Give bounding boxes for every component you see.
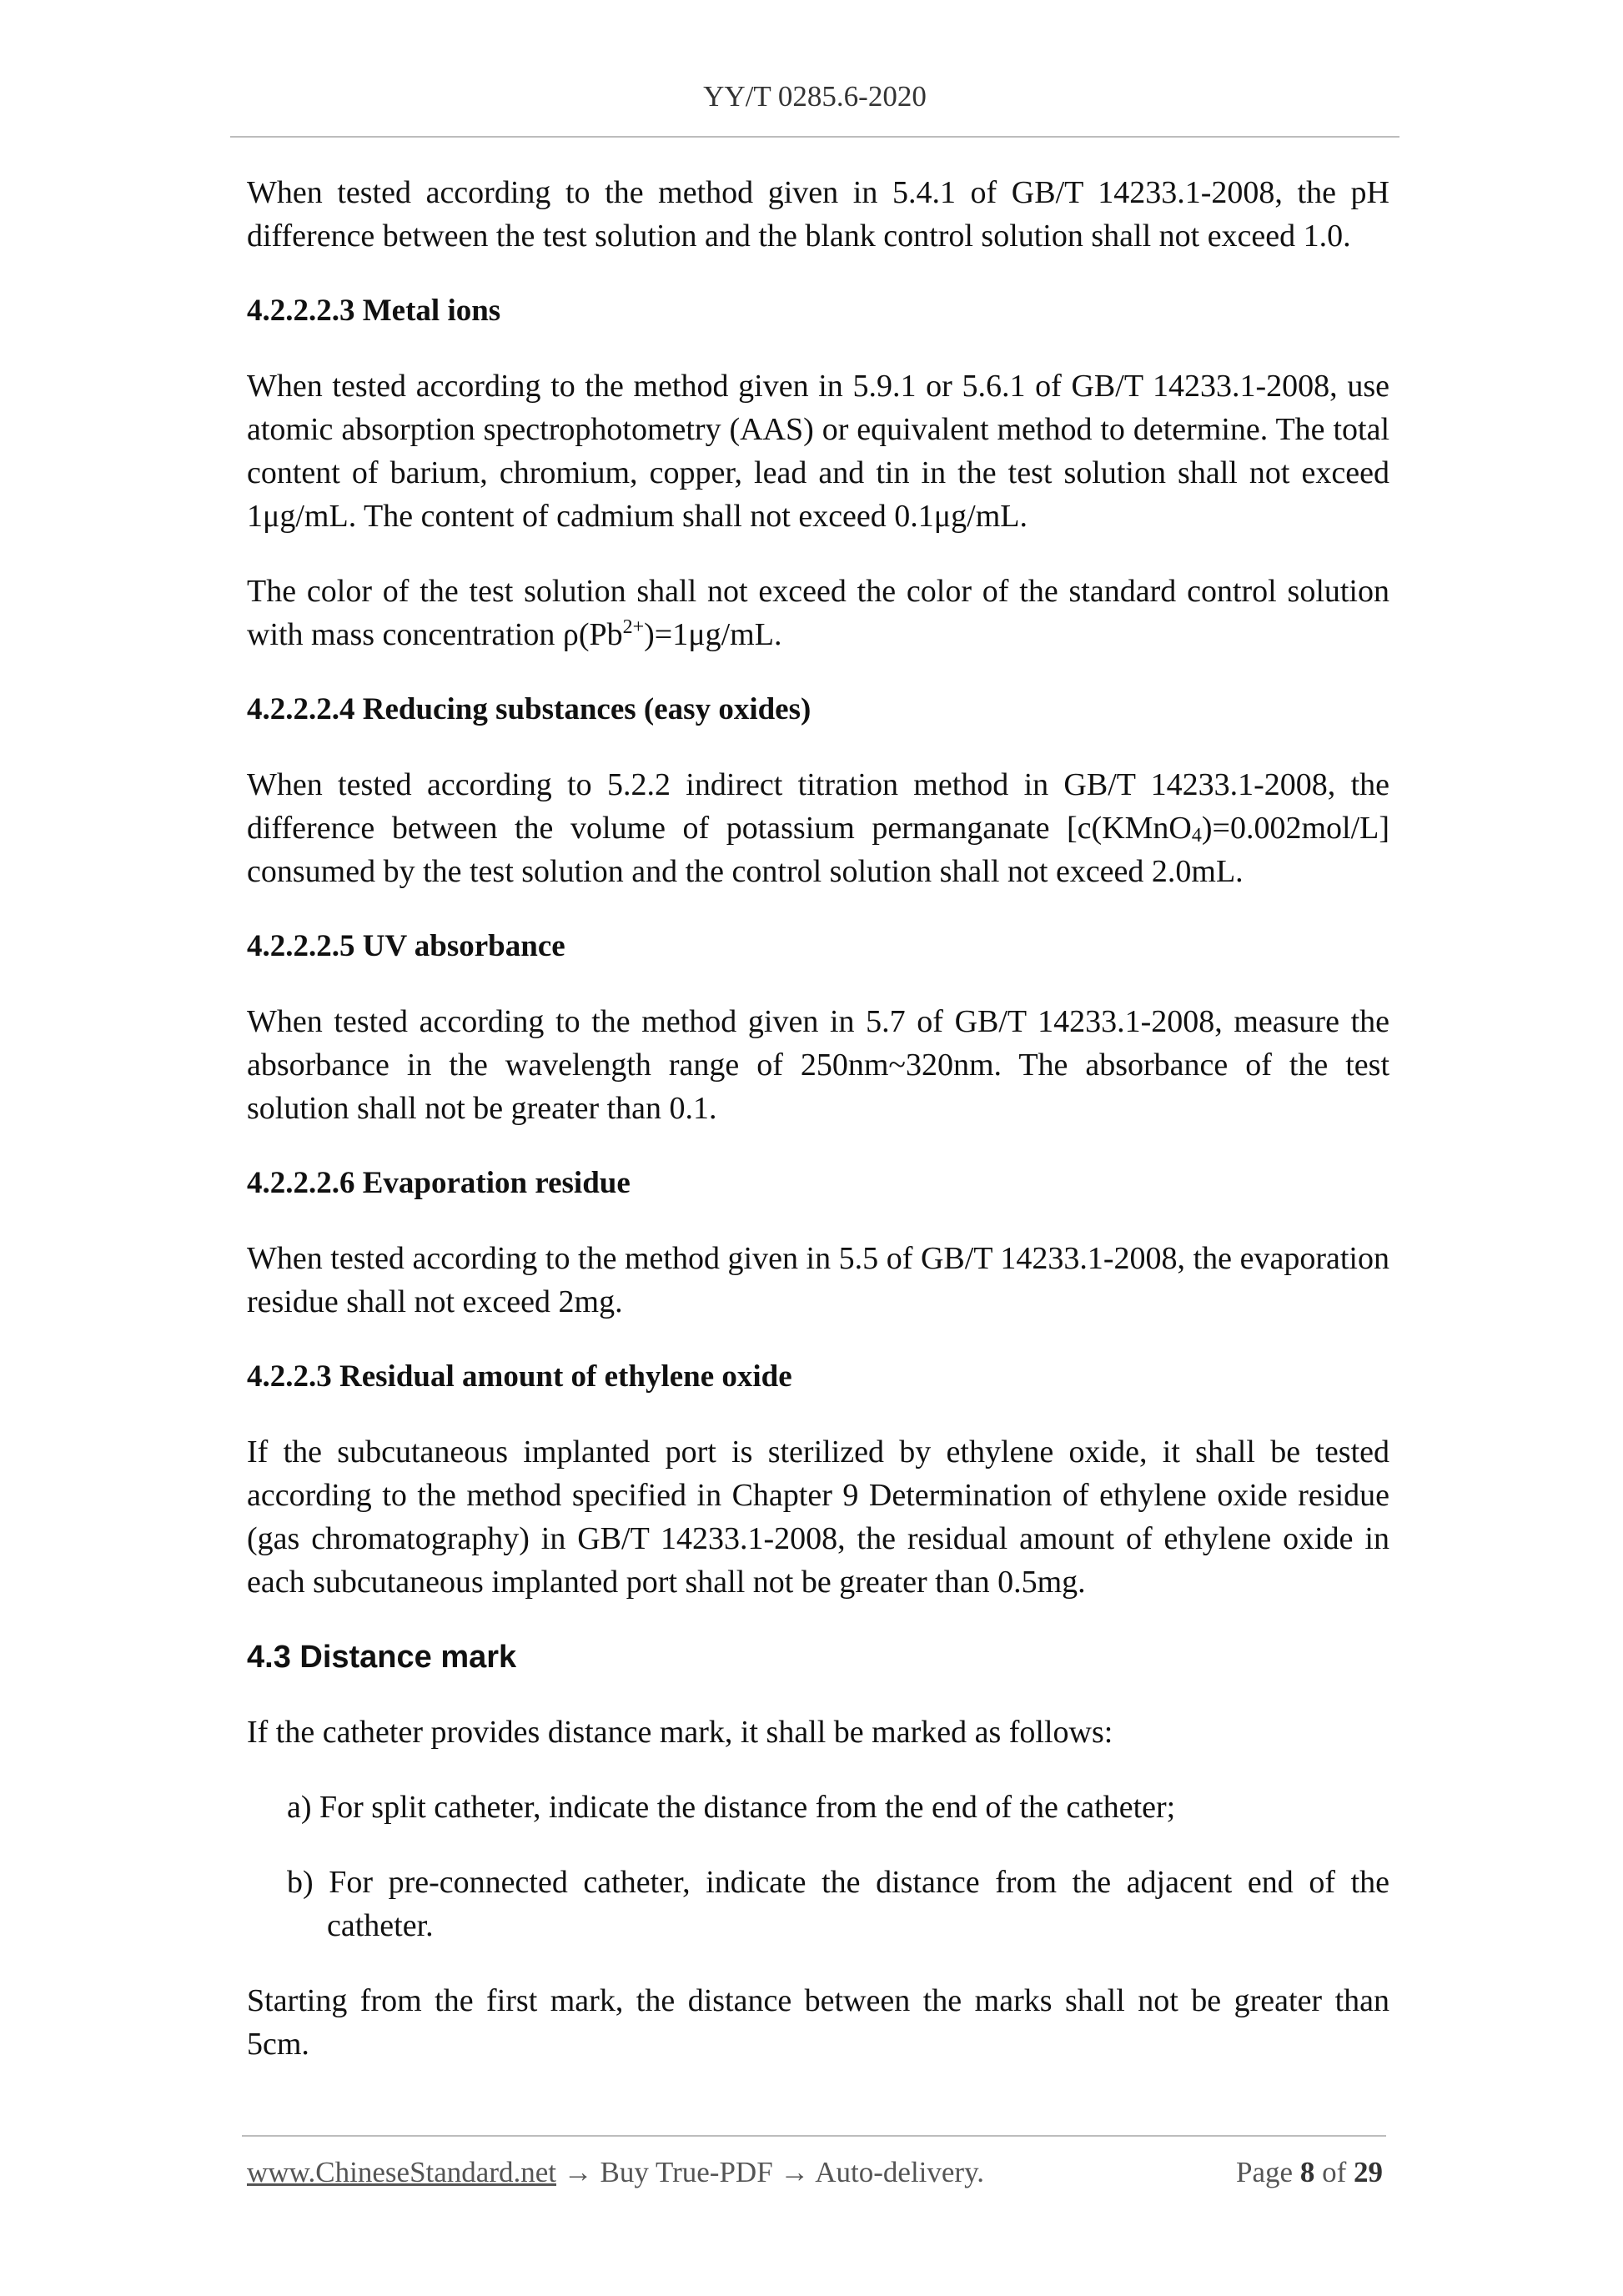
arrow-right-icon: →	[563, 2156, 593, 2188]
heading-distance-mark: 4.3 Distance mark	[247, 1640, 517, 1675]
heading-ethylene-oxide: 4.2.2.3 Residual amount of ethylene oxide	[247, 1359, 792, 1394]
footer-divider	[242, 2135, 1386, 2137]
paragraph-distance-mark: If the catheter provides distance mark, it shall be marked as follows:	[247, 1715, 1113, 1750]
heading-reducing-substances: 4.2.2.2.4 Reducing substances (easy oxides)	[247, 692, 812, 726]
page-content	[247, 171, 1389, 2098]
page-label: Page	[1236, 2156, 1294, 2188]
paragraph-mark-spacing: Starting from the first mark, the distance between the marks shall not be greater than 5cm.	[247, 1983, 1389, 2062]
paragraph-ethylene-oxide: If the subcutaneous implanted port is sterilized by ethylene oxide, it shall be tested according to the method specified in Chapter 9 Determination of ethylene oxide residue (gas chromatography) in GB/T 14233.1-2008, the residual amount of ethylene oxide in each subcutaneous implanted port shall not be greater than 0.5mg.	[247, 1434, 1389, 1600]
header-divider	[230, 136, 1399, 138]
arrow-right-icon: →	[780, 2156, 810, 2188]
list-item-b: b) For pre-connected catheter, indicate the distance from the adjacent end of the catheter.	[287, 1865, 1389, 1943]
lead-ion-superscript: 2+	[622, 616, 645, 638]
paragraph-reducing-substances	[247, 763, 1389, 893]
paragraph-color	[247, 570, 1389, 656]
color-text-a: The color of the test solution shall not exceed the color of the standard control solution with mass concentration ρ(Pb	[247, 574, 1389, 652]
total-pages: 29	[1354, 2156, 1383, 2188]
heading-metal-ions: 4.2.2.2.3 Metal ions	[247, 294, 501, 328]
paragraph-evaporation-residue: When tested according to the method given in 5.5 of GB/T 14233.1-2008, the evaporation residue shall not exceed 2mg.	[247, 1241, 1389, 1319]
paragraph-ph: When tested according to the method given in 5.4.1 of GB/T 14233.1-2008, the pH difference between the test solution and the blank control solution shall not exceed 1.0.	[247, 175, 1389, 254]
page-footer	[247, 2156, 1383, 2189]
reducing-text-a: When tested according to 5.2.2 indirect titration method in GB/T 14233.1-2008, the difference between the volume of potassium permanganate [c(KMnO	[247, 767, 1389, 846]
auto-delivery-text: Auto-delivery.	[815, 2156, 985, 2188]
current-page: 8	[1299, 2156, 1315, 2188]
reducing-text-b: )=0.002mol/L] consumed by the test solution and the control solution shall not exceed 2.0mL.	[247, 811, 1389, 889]
buy-pdf-text: Buy True-PDF	[600, 2156, 773, 2188]
color-text-b: )=1μg/mL.	[644, 617, 782, 652]
heading-evaporation-residue: 4.2.2.2.6 Evaporation residue	[247, 1166, 631, 1200]
document-code-header: YY/T 0285.6-2020	[703, 80, 927, 113]
of-label: of	[1322, 2156, 1347, 2188]
footer-left	[247, 2156, 984, 2189]
heading-uv-absorbance: 4.2.2.2.5 UV absorbance	[247, 929, 565, 963]
website-link[interactable]: www.ChineseStandard.net	[247, 2156, 556, 2188]
page-number	[1236, 2156, 1383, 2189]
list-item-a: a) For split catheter, indicate the distance from the end of the catheter;	[287, 1790, 1176, 1825]
paragraph-uv-absorbance: When tested according to the method given in 5.7 of GB/T 14233.1-2008, measure the absorbance in the wavelength range of 250nm~320nm. The absorbance of the test solution shall not be greater than 0.1.	[247, 1004, 1389, 1126]
kmno4-subscript: 4	[1191, 825, 1202, 847]
paragraph-metal-ions: When tested according to the method given in 5.9.1 or 5.6.1 of GB/T 14233.1-2008, use atomic absorption spectrophotometry (AAS) or equivalent method to determine. The total content of barium, chromium, copper, lead and tin in the test solution shall not exceed 1μg/mL. The content of cadmium shall not exceed 0.1μg/mL.	[247, 369, 1389, 534]
